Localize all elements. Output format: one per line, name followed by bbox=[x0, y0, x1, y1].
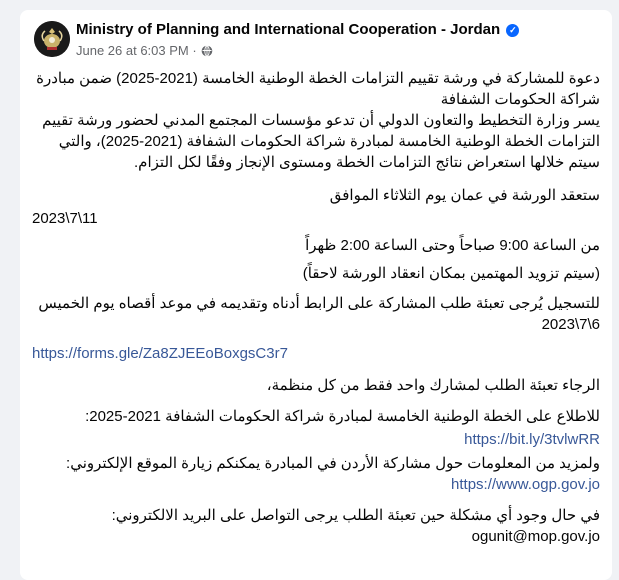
email-text: في حال وجود أي مشكلة حين تعبئة الطلب يرجى التواصل على البريد الالكتروني: bbox=[111, 507, 600, 524]
post-paragraph: للاطلاع على الخطة الوطنية الخامسة لمبادرة شراكة الحكومات الشفافة 2021-2025: bbox=[85, 408, 600, 425]
globe-icon bbox=[201, 45, 213, 60]
post-paragraph: دعوة للمشاركة في ورشة تقييم التزامات الخطة الوطنية الخامسة (2021-2025) ضمن مبادرة شراكة الحكومات الشفافة bbox=[36, 70, 600, 108]
page-name[interactable] bbox=[76, 21, 519, 38]
meta-separator: · bbox=[192, 43, 197, 58]
page-name-text[interactable]: Ministry of Planning and International Cooperation - Jordan bbox=[76, 21, 501, 38]
post-paragraph: (سيتم تزويد المهتمين بمكان انعقاد الورشة لاحقاً) bbox=[302, 265, 600, 282]
post-meta bbox=[76, 43, 213, 60]
workshop-date: 2023\7\11 bbox=[32, 210, 98, 227]
post-paragraph: للتسجيل يُرجى تعبئة طلب المشاركة على الرابط أدناه وتقديمه في موعد أقصاه يوم الخميس 6\7\2023 bbox=[38, 295, 600, 333]
page-avatar[interactable] bbox=[34, 21, 70, 57]
website-text: ولمزيد من المعلومات حول مشاركة الأردن في المبادرة يمكنكم زيارة الموقع الإلكتروني: bbox=[66, 455, 600, 472]
post-paragraph: ستعقد الورشة في عمان يوم الثلاثاء الموافق bbox=[329, 187, 600, 204]
post-body bbox=[32, 68, 600, 547]
post-card bbox=[20, 10, 612, 580]
verified-badge-icon: ✓ bbox=[506, 24, 519, 37]
registration-link[interactable]: https://forms.gle/Za8ZJEEoBoxgsC3r7 bbox=[32, 345, 288, 362]
contact-email[interactable]: ogunit@mop.gov.jo bbox=[471, 528, 600, 545]
post-paragraph bbox=[32, 505, 600, 547]
post-paragraph: من الساعة 9:00 صباحاً وحتى الساعة 2:00 ظهراً bbox=[305, 237, 600, 254]
post-paragraph: الرجاء تعبئة الطلب لمشارك واحد فقط من كل منظمة، bbox=[266, 377, 600, 394]
post-paragraph bbox=[32, 453, 600, 495]
ministry-logo bbox=[34, 21, 70, 57]
website-link[interactable]: https://www.ogp.gov.jo bbox=[451, 476, 600, 493]
post-paragraph: يسر وزارة التخطيط والتعاون الدولي أن تدعو مؤسسات المجتمع المدني لحضور ورشة تقييم التزامات الخطة الوطنية الخامسة لمبادرة شراكة الحكومات الشفافة (2021-2025)، والتي سيتم خلالها استعراض نتائج التزامات الخطة ومستوى الإنجاز وفقًا لكل التزام. bbox=[42, 112, 600, 171]
post-date[interactable]: June 26 at 6:03 PM bbox=[76, 43, 189, 58]
plan-link[interactable]: https://bit.ly/3tvlwRR bbox=[464, 431, 600, 448]
